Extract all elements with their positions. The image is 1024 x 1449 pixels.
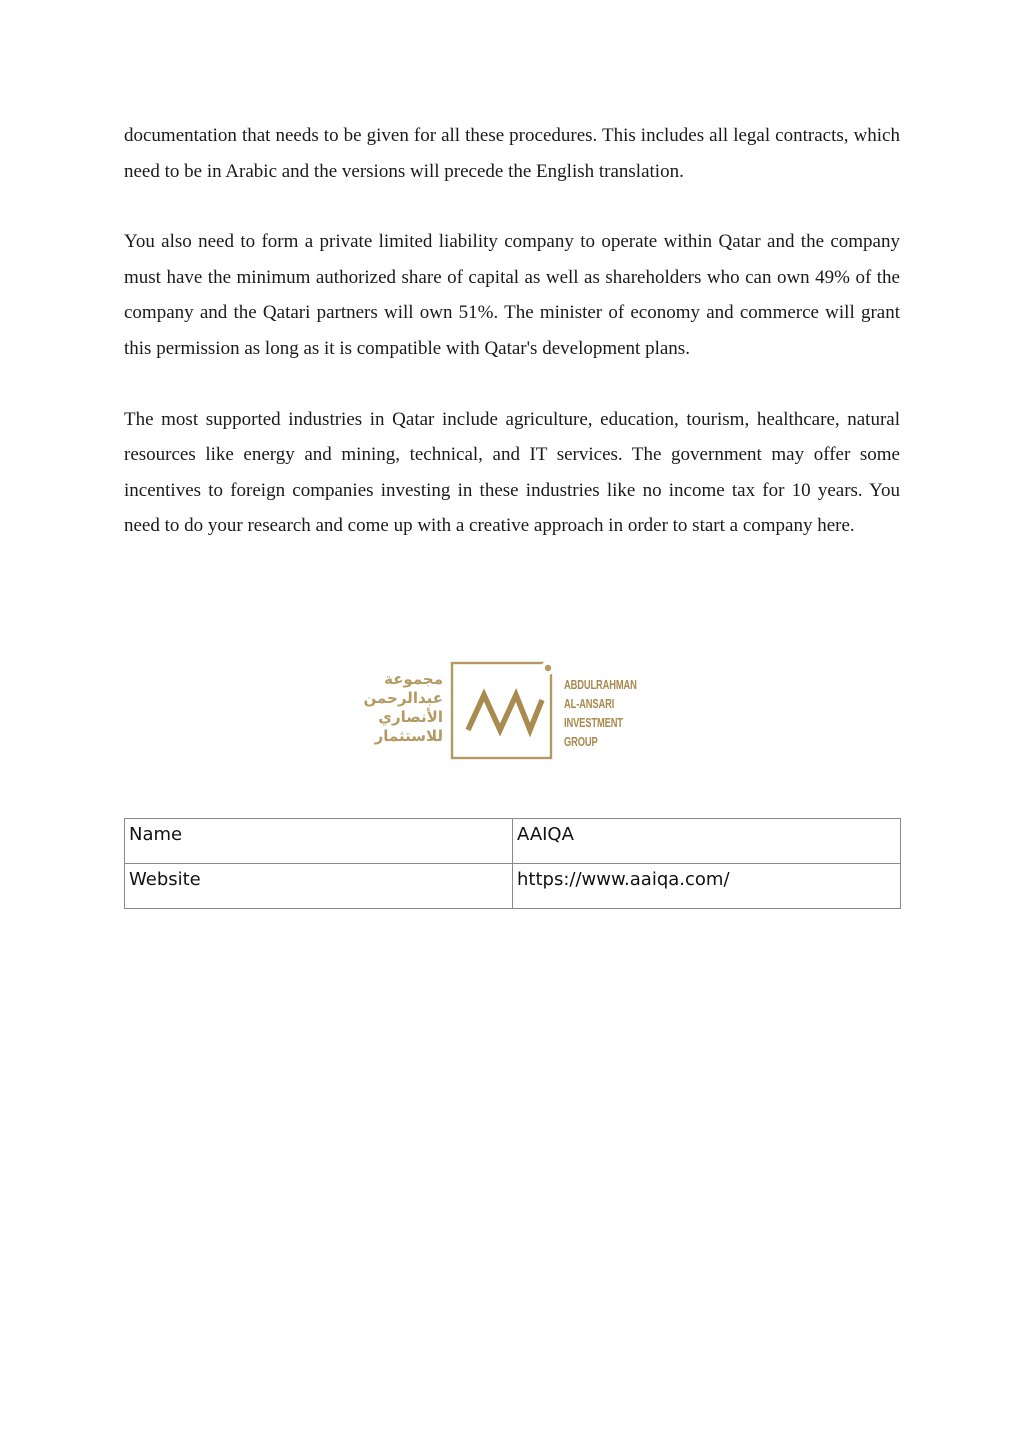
logo-arabic-line: للاستثمار xyxy=(374,727,443,745)
table-row xyxy=(125,864,901,909)
document-body xyxy=(124,118,900,544)
logo-mark-icon xyxy=(450,660,554,760)
table-cell-value[interactable]: https://www.aaiqa.com/ xyxy=(513,864,901,909)
logo-english-line: GROUP xyxy=(564,734,598,749)
table-cell-value: AAIQA xyxy=(513,819,901,864)
paragraph-company-formation: You also need to form a private limited liability company to operate within Qatar and the company must have the minimum authorized share of capital as well as shareholders who can own 49% of the company and the Qatari partners will own 51%. The minister of economy and commerce will grant this permission as long as it is compatible with Qatar's development plans. xyxy=(124,231,900,359)
logo-arabic-line: الأنصاري xyxy=(378,708,443,726)
table-row xyxy=(125,819,901,864)
logo-arabic-text xyxy=(363,670,443,746)
logo-english-line: ABDULRAHMAN xyxy=(564,677,637,692)
table-cell-label: Website xyxy=(125,864,513,909)
company-info-table xyxy=(124,818,901,909)
paragraph-documentation: documentation that needs to be given for all these procedures. This includes all legal contracts, which need to be in Arabic and the versions will precede the English translation. xyxy=(124,125,900,182)
logo-arabic-line: عبدالرحمن xyxy=(363,689,443,707)
paragraph-supported-industries: The most supported industries in Qatar include agriculture, education, tourism, healthcare, natural resources like energy and mining, technical, and IT services. The government may offer some incentives to foreign companies investing in these industries like no income tax for 10 years. You need to do your research and come up with a creative approach in order to start a company here. xyxy=(124,408,900,537)
table-cell-label: Name xyxy=(125,819,513,864)
logo-english-line: AL-ANSARI xyxy=(564,696,615,711)
logo-english-text xyxy=(564,675,637,751)
logo-arabic-line: مجموعة xyxy=(384,670,443,688)
logo-english-line: INVESTMENT xyxy=(564,715,623,730)
company-logo xyxy=(363,660,638,764)
